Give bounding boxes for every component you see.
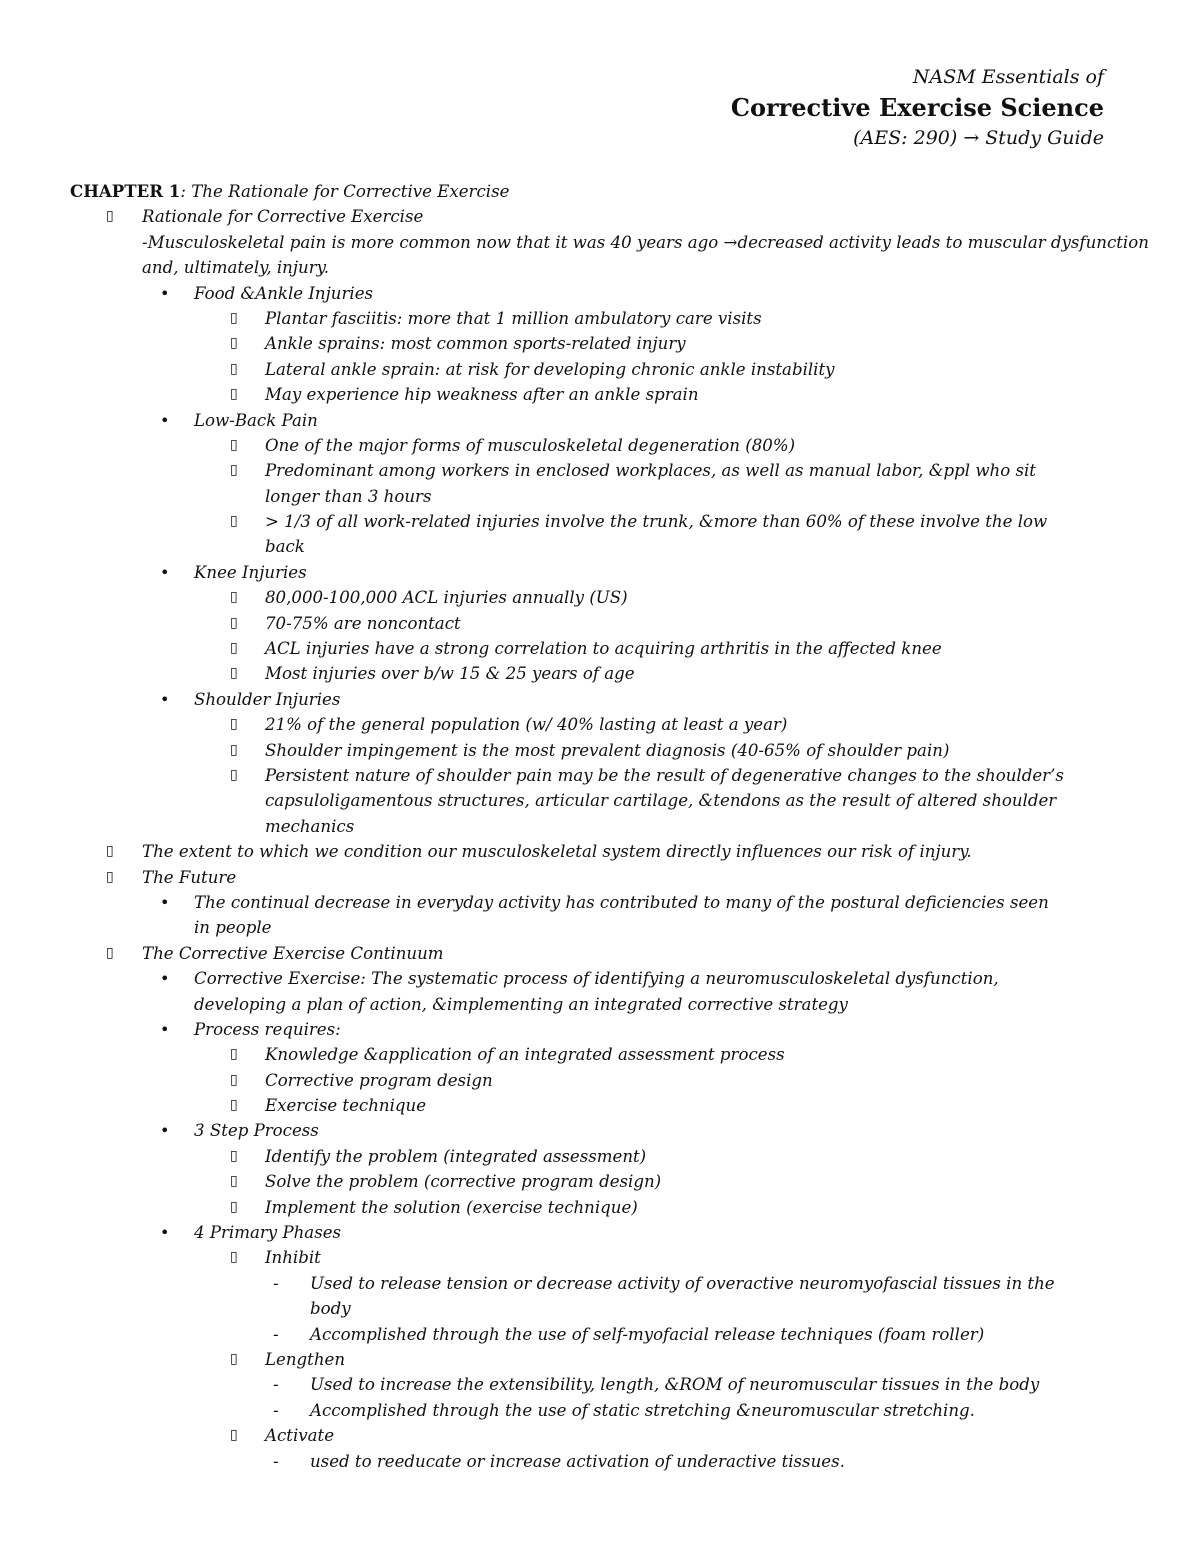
list-item-text: developing a plan of action, &implementing an integrated corrective strategy xyxy=(194,994,848,1014)
list-item: ▯ The Future xyxy=(70,865,1130,890)
list-item: ▯ Solve the problem (corrective program design) xyxy=(70,1169,1130,1194)
list-item: - Used to release tension or decrease activity of overactive neuromyofascial tissues in the xyxy=(70,1271,1130,1296)
list-item: - used to reeducate or increase activation of underactive tissues. xyxy=(70,1449,1130,1474)
box-marker-icon: ▯ xyxy=(230,716,238,733)
list-item: ▯ Exercise technique xyxy=(70,1093,1130,1118)
bullet-icon: • xyxy=(160,892,170,912)
list-item: ▯ 21% of the general population (w/ 40% lasting at least a year) xyxy=(70,712,1130,737)
box-marker-icon: ▯ xyxy=(230,1071,238,1088)
list-item: • 4 Primary Phases xyxy=(70,1220,1130,1245)
list-item: • Shoulder Injuries xyxy=(70,687,1130,712)
list-item: ▯ One of the major forms of musculoskeletal degeneration (80%) xyxy=(70,433,1130,458)
box-marker-icon: ▯ xyxy=(230,513,238,530)
list-item: ▯ Knowledge &application of an integrated assessment process xyxy=(70,1042,1130,1067)
bullet-icon: • xyxy=(160,562,170,582)
list-item: • Food &Ankle Injuries xyxy=(70,281,1130,306)
box-marker-icon: ▯ xyxy=(230,1350,238,1367)
chapter-title: : The Rationale for Corrective Exercise xyxy=(180,182,510,201)
box-marker-icon: ▯ xyxy=(230,386,238,403)
dash-marker: - xyxy=(273,1324,279,1344)
list-item: ▯ Activate xyxy=(70,1423,1130,1448)
bullet-icon: • xyxy=(160,1223,170,1243)
dash-marker: - xyxy=(273,1375,279,1395)
list-item: ▯ Predominant among workers in enclosed workplaces, as well as manual labor, &ppl who sit xyxy=(70,458,1130,483)
list-item: • Low-Back Pain xyxy=(70,408,1130,433)
dash-marker: - xyxy=(273,1273,279,1293)
box-marker-icon: ▯ xyxy=(230,589,238,606)
header-subtitle: NASM Essentials of xyxy=(912,66,1104,88)
box-marker-icon: ▯ xyxy=(230,1097,238,1114)
dash-marker: - xyxy=(273,1400,279,1420)
dash-marker: - xyxy=(273,1451,279,1471)
list-item: ▯ The Corrective Exercise Continuum xyxy=(70,941,1130,966)
bullet-icon: • xyxy=(160,1019,170,1039)
list-item: - Accomplished through the use of static stretching &neuromuscular stretching. xyxy=(70,1398,1130,1423)
list-item: • 3 Step Process xyxy=(70,1118,1130,1143)
box-marker-icon: ▯ xyxy=(230,1147,238,1164)
box-marker-icon: ▯ xyxy=(106,208,114,225)
list-item: ▯ ACL injuries have a strong correlation to acquiring arthritis in the affected knee xyxy=(70,636,1130,661)
box-marker-icon: ▯ xyxy=(230,1198,238,1215)
box-marker-icon: ▯ xyxy=(106,944,114,961)
box-marker-icon: ▯ xyxy=(230,1046,238,1063)
list-item: ▯ The extent to which we condition our musculoskeletal system directly influences our risk of injury. xyxy=(70,839,1130,864)
box-marker-icon: ▯ xyxy=(230,640,238,657)
bullet-icon: • xyxy=(160,410,170,430)
list-item-text: in people xyxy=(194,918,272,938)
list-item: ▯ Rationale for Corrective Exercise xyxy=(70,204,1130,229)
bullet-icon: • xyxy=(160,969,170,989)
box-marker-icon: ▯ xyxy=(230,436,238,453)
box-marker-icon: ▯ xyxy=(106,868,114,885)
header-course-code: (AES: 290) → Study Guide xyxy=(853,127,1104,149)
list-item: ▯ Lateral ankle sprain: at risk for developing chronic ankle instability xyxy=(70,357,1130,382)
box-marker-icon: ▯ xyxy=(230,1173,238,1190)
list-item: - Used to increase the extensibility, length, &ROM of neuromuscular tissues in the body xyxy=(70,1372,1130,1397)
box-marker-icon: ▯ xyxy=(230,360,238,377)
list-item-text: back xyxy=(265,537,305,557)
chapter-heading xyxy=(70,179,1130,204)
box-marker-icon: ▯ xyxy=(230,665,238,682)
list-item-text: mechanics xyxy=(265,816,355,836)
list-item: ▯ Lengthen xyxy=(70,1347,1130,1372)
box-marker-icon: ▯ xyxy=(230,766,238,783)
list-item-text: capsuloligamentous structures, articular cartilage, &tendons as the result of altered shoulder xyxy=(265,791,1057,811)
list-item: ▯ Shoulder impingement is the most prevalent diagnosis (40-65% of shoulder pain) xyxy=(70,738,1130,763)
list-item: • Corrective Exercise: The systematic process of identifying a neuromusculoskeletal dysfunction, xyxy=(70,966,1130,991)
bullet-icon: • xyxy=(160,283,170,303)
list-item-text: -Musculoskeletal pain is more common now that it was 40 years ago →decreased activity leads to muscular dysfunction xyxy=(142,232,1149,252)
list-item: ▯ Persistent nature of shoulder pain may be the result of degenerative changes to the shoulder’s xyxy=(70,763,1130,788)
list-item: ▯ 80,000-100,000 ACL injuries annually (US) xyxy=(70,585,1130,610)
list-item: ▯ Identify the problem (integrated assessment) xyxy=(70,1144,1130,1169)
list-item: • Knee Injuries xyxy=(70,560,1130,585)
bullet-icon: • xyxy=(160,1121,170,1141)
box-marker-icon: ▯ xyxy=(230,309,238,326)
list-item: ▯ Plantar fasciitis: more that 1 million ambulatory care visits xyxy=(70,306,1130,331)
list-item: ▯ Corrective program design xyxy=(70,1068,1130,1093)
list-item: ▯ 70-75% are noncontact xyxy=(70,611,1130,636)
bullet-icon: • xyxy=(160,689,170,709)
list-item: - Accomplished through the use of self-myofacial release techniques (foam roller) xyxy=(70,1322,1130,1347)
list-item: • Process requires: xyxy=(70,1017,1130,1042)
list-item: ▯ > 1/3 of all work-related injuries involve the trunk, &more than 60% of these involve the low xyxy=(70,509,1130,534)
list-item-text: body xyxy=(310,1299,351,1319)
outline-body xyxy=(70,179,1149,1474)
box-marker-icon: ▯ xyxy=(230,462,238,479)
box-marker-icon: ▯ xyxy=(230,335,238,352)
list-item: ▯ Implement the solution (exercise technique) xyxy=(70,1195,1130,1220)
list-item: ▯ Inhibit xyxy=(70,1245,1130,1270)
list-item: ▯ Most injuries over b/w 15 & 25 years of age xyxy=(70,661,1130,686)
box-marker-icon: ▯ xyxy=(106,843,114,860)
list-item: ▯ Ankle sprains: most common sports-related injury xyxy=(70,331,1130,356)
list-item-text: and, ultimately, injury. xyxy=(142,258,330,278)
chapter-label: CHAPTER 1 xyxy=(70,181,181,201)
box-marker-icon: ▯ xyxy=(230,1249,238,1266)
list-item: ▯ May experience hip weakness after an ankle sprain xyxy=(70,382,1130,407)
box-marker-icon: ▯ xyxy=(230,1427,238,1444)
document-header xyxy=(731,64,1104,152)
list-item: • The continual decrease in everyday activity has contributed to many of the postural deficiencies seen xyxy=(70,890,1130,915)
box-marker-icon: ▯ xyxy=(230,614,238,631)
header-title: Corrective Exercise Science xyxy=(730,93,1104,122)
box-marker-icon: ▯ xyxy=(230,741,238,758)
list-item-text: longer than 3 hours xyxy=(265,486,432,506)
